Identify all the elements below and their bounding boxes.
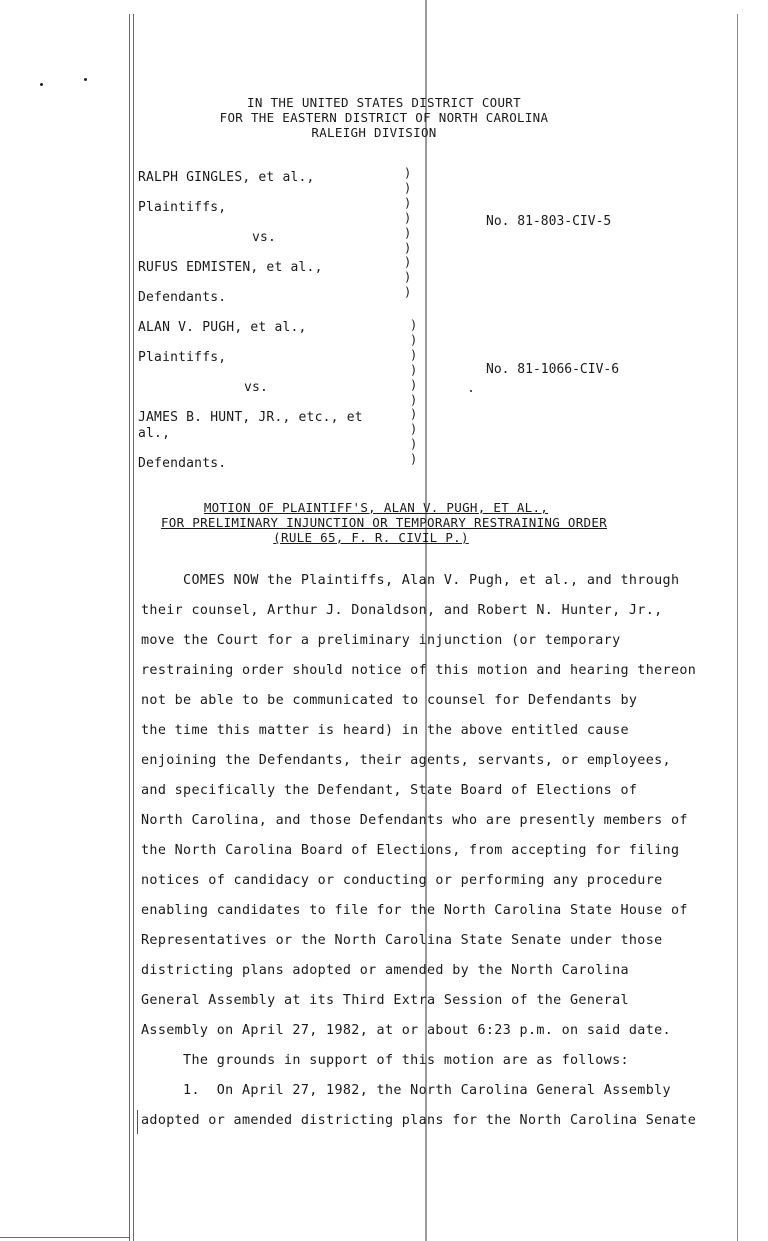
body-line-16: Assembly on April 27, 1982, at or about 6:23 p.m. on said date.: [141, 1023, 671, 1038]
case1-defendants-label: Defendants.: [138, 290, 227, 305]
bottom-left-rule: [0, 1237, 130, 1238]
scan-speck-2: [84, 78, 87, 81]
court-header-line-2: FOR THE EASTERN DISTRICT OF NORTH CAROLINA: [219, 110, 549, 125]
body-line-9: North Carolina, and those Defendants who are presently members of: [141, 813, 688, 828]
body-line-5: not be able to be communicated to counsel for Defendants by: [141, 693, 638, 708]
body-line-6: the time this matter is heard) in the above entitled cause: [141, 723, 629, 738]
motion-title-line-2: FOR PRELIMINARY INJUNCTION OR TEMPORARY RESTRAINING ORDER: [160, 515, 608, 530]
right-margin-rule: [737, 14, 738, 1241]
left-margin-rule-outer: [129, 14, 130, 1241]
motion-title-line-1: MOTION OF PLAINTIFF'S, ALAN V. PUGH, ET AL.,: [203, 500, 549, 515]
body-line-7: enjoining the Defendants, their agents, servants, or employees,: [141, 753, 671, 768]
lower-left-margin-mark: [137, 1110, 138, 1134]
case2-caption-parentheses: ) ) ) ) ) ) ) ) ) ): [410, 318, 418, 467]
case1-defendant: RUFUS EDMISTEN, et al.,: [138, 260, 323, 275]
body-line-3: move the Court for a preliminary injunction (or temporary: [141, 633, 621, 648]
body-line-17: The grounds in support of this motion are as follows:: [141, 1053, 629, 1068]
body-line-2: their counsel, Arthur J. Donaldson, and Robert N. Hunter, Jr.,: [141, 603, 663, 618]
case2-defendants-label: Defendants.: [138, 456, 227, 471]
body-line-11: notices of candidacy or conducting or performing any procedure: [141, 873, 663, 888]
body-line-14: districting plans adopted or amended by the North Carolina: [141, 963, 629, 978]
case1-vs: vs.: [252, 230, 277, 245]
case1-plaintiff: RALPH GINGLES, et al.,: [138, 170, 315, 185]
motion-title-line-3: (RULE 65, F. R. CIVIL P.): [273, 530, 469, 545]
case2-number: No. 81-1066-CIV-6: [486, 362, 620, 377]
case2-defendant-line-1: JAMES B. HUNT, JR., etc., et: [138, 410, 363, 425]
case1-plaintiffs-label: Plaintiffs,: [138, 200, 227, 215]
body-line-10: the North Carolina Board of Elections, from accepting for filing: [141, 843, 680, 858]
case1-caption-parentheses: ) ) ) ) ) ) ) ) ): [404, 166, 412, 300]
body-line-1: COMES NOW the Plaintiffs, Alan V. Pugh, et al., and through: [141, 573, 680, 588]
case2-vs: vs.: [244, 380, 269, 395]
left-margin-rule-inner: [133, 14, 134, 1241]
case2-defendant-line-2: al.,: [138, 426, 171, 441]
scan-speck-1: [40, 83, 43, 86]
case2-plaintiff: ALAN V. PUGH, et al.,: [138, 320, 307, 335]
court-header-line-1: IN THE UNITED STATES DISTRICT COURT: [247, 95, 521, 110]
body-line-18: 1. On April 27, 1982, the North Carolina General Assembly: [141, 1083, 671, 1098]
case1-number: No. 81-803-CIV-5: [486, 214, 612, 229]
body-line-4: restraining order should notice of this motion and hearing thereon: [141, 663, 697, 678]
body-line-8: and specifically the Defendant, State Board of Elections of: [141, 783, 638, 798]
court-header-line-3: RALEIGH DIVISION: [311, 125, 437, 140]
body-line-12: enabling candidates to file for the North Carolina State House of: [141, 903, 688, 918]
scan-speck-3: [470, 390, 472, 392]
body-line-19: adopted or amended districting plans for the North Carolina Senate: [141, 1113, 697, 1128]
body-line-13: Representatives or the North Carolina State Senate under those: [141, 933, 663, 948]
body-line-15: General Assembly at its Third Extra Session of the General: [141, 993, 629, 1008]
case2-plaintiffs-label: Plaintiffs,: [138, 350, 227, 365]
